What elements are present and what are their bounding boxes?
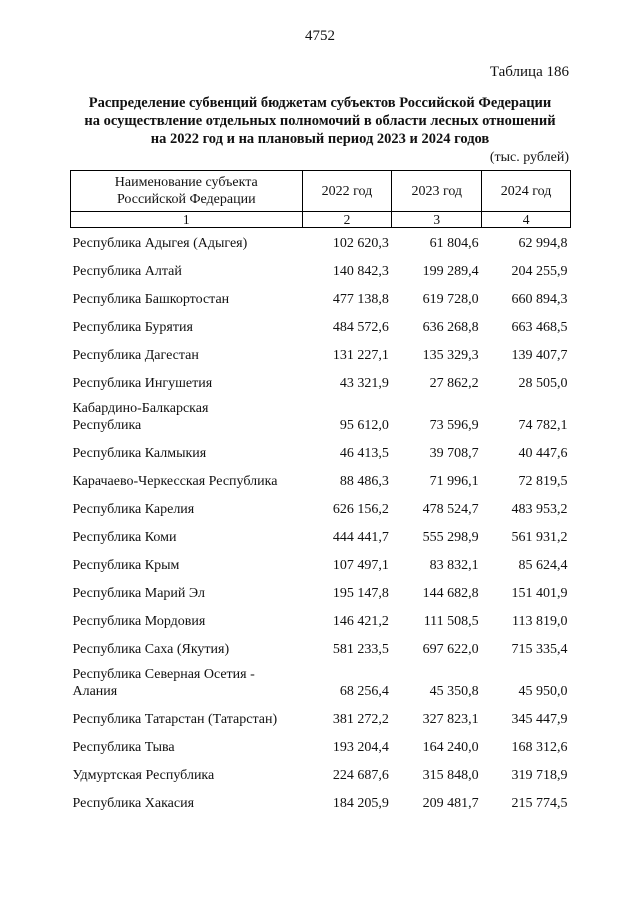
- table-row: [71, 662, 571, 704]
- value-2023: 27 862,2: [429, 376, 479, 391]
- value-cell-2023: [392, 284, 482, 312]
- value-cell-2023: [392, 760, 482, 788]
- value-2022: 381 272,2: [332, 712, 389, 727]
- value-2023: 144 682,8: [422, 586, 479, 601]
- value-cell-2022: [302, 634, 392, 662]
- value-2023: 199 289,4: [422, 264, 479, 279]
- value-2022: 68 256,4: [339, 684, 389, 699]
- table-body: [71, 228, 571, 817]
- table-row: [71, 340, 571, 368]
- region-name: Республика Алтай: [72, 264, 182, 279]
- value-cell-2024: [482, 578, 571, 606]
- region-name: Карачаево-Черкесская Республика: [72, 474, 278, 489]
- region-name-cell: [71, 466, 303, 494]
- value-2024: 28 505,0: [518, 376, 568, 391]
- value-2024: 72 819,5: [518, 474, 568, 489]
- value-cell-2024: [482, 788, 571, 816]
- value-cell-2022: [302, 578, 392, 606]
- value-2022: 43 321,9: [339, 376, 389, 391]
- value-2023: 478 524,7: [422, 502, 479, 517]
- header-region-line1: Наименование субъекта: [114, 175, 258, 190]
- region-name: Республика Марий Эл: [72, 586, 205, 601]
- value-2022: 224 687,6: [332, 768, 389, 783]
- value-cell-2024: [482, 466, 571, 494]
- value-cell-2023: [392, 634, 482, 662]
- region-name-cell: [71, 788, 303, 816]
- value-2022: 477 138,8: [332, 292, 389, 307]
- page-number: 4752: [305, 28, 335, 44]
- value-cell-2023: [392, 396, 482, 438]
- table-row: [71, 550, 571, 578]
- table-row: [71, 228, 571, 257]
- value-2022: 626 156,2: [332, 502, 389, 517]
- column-number: 2: [302, 212, 392, 228]
- title-line: Распределение субвенций бюджетам субъектов Российской Федерации: [88, 95, 552, 111]
- region-name-line2: Республика: [72, 418, 142, 433]
- value-2023: 83 832,1: [429, 558, 479, 573]
- region-name: Республика Хакасия: [72, 796, 195, 811]
- value-cell-2024: [482, 228, 571, 257]
- value-2024: 151 401,9: [511, 586, 568, 601]
- value-2022: 131 227,1: [332, 348, 389, 363]
- column-number: 1: [71, 212, 303, 228]
- value-cell-2024: [482, 704, 571, 732]
- value-2023: 39 708,7: [429, 446, 479, 461]
- value-cell-2023: [392, 438, 482, 466]
- table-label: Таблица 186: [489, 64, 569, 80]
- region-name-cell: [71, 396, 303, 438]
- region-name-cell: [71, 704, 303, 732]
- region-name-cell: [71, 760, 303, 788]
- value-cell-2022: [302, 760, 392, 788]
- table-row: [71, 606, 571, 634]
- value-2022: 95 612,0: [339, 418, 389, 433]
- value-cell-2024: [482, 438, 571, 466]
- region-name-cell: [71, 340, 303, 368]
- value-2023: 619 728,0: [422, 292, 479, 307]
- value-2024: 74 782,1: [518, 418, 568, 433]
- table-row: [71, 284, 571, 312]
- value-cell-2022: [302, 340, 392, 368]
- value-cell-2023: [392, 578, 482, 606]
- header-2024: 2024 год: [482, 171, 571, 212]
- value-2023: 61 804,6: [429, 236, 479, 251]
- region-name: Республика Бурятия: [72, 320, 193, 335]
- value-cell-2024: [482, 634, 571, 662]
- value-cell-2022: [302, 228, 392, 257]
- value-2024: 561 931,2: [511, 530, 568, 545]
- value-2024: 483 953,2: [511, 502, 568, 517]
- value-cell-2024: [482, 284, 571, 312]
- header-region-name: [71, 171, 303, 212]
- value-2022: 107 497,1: [332, 558, 389, 573]
- value-cell-2023: [392, 312, 482, 340]
- value-cell-2023: [392, 606, 482, 634]
- value-2022: 484 572,6: [332, 320, 389, 335]
- value-cell-2023: [392, 662, 482, 704]
- table-row: [71, 396, 571, 438]
- region-name: Республика Ингушетия: [72, 376, 213, 391]
- value-2022: 102 620,3: [332, 236, 389, 251]
- value-cell-2024: [482, 522, 571, 550]
- value-cell-2024: [482, 606, 571, 634]
- region-name: Республика Саха (Якутия): [72, 642, 230, 657]
- value-2022: 140 842,3: [332, 264, 389, 279]
- value-cell-2022: [302, 522, 392, 550]
- region-name: Республика Мордовия: [72, 614, 206, 629]
- value-2023: 209 481,7: [422, 796, 479, 811]
- value-cell-2024: [482, 340, 571, 368]
- title-line: на 2022 год и на плановый период 2023 и 2024 годов: [150, 131, 490, 147]
- column-number-row: [71, 212, 571, 228]
- value-2024: 62 994,8: [518, 236, 568, 251]
- value-2022: 184 205,9: [332, 796, 389, 811]
- value-cell-2023: [392, 256, 482, 284]
- region-name-cell: [71, 732, 303, 760]
- region-name-cell: [71, 494, 303, 522]
- region-name: Республика Татарстан (Татарстан): [72, 712, 278, 727]
- value-2024: 660 894,3: [511, 292, 568, 307]
- region-name-cell: [71, 284, 303, 312]
- value-cell-2023: [392, 494, 482, 522]
- value-2023: 636 268,8: [422, 320, 479, 335]
- value-cell-2022: [302, 788, 392, 816]
- table-row: [71, 578, 571, 606]
- region-name: Республика Калмыкия: [72, 446, 207, 461]
- region-name-cell: [71, 256, 303, 284]
- subvention-table: [70, 170, 571, 816]
- region-name-cell: [71, 368, 303, 396]
- region-name: Республика Башкортостан: [72, 292, 230, 307]
- value-2023: 327 823,1: [422, 712, 479, 727]
- value-cell-2024: [482, 396, 571, 438]
- value-2024: 319 718,9: [511, 768, 568, 783]
- value-2023: 45 350,8: [429, 684, 479, 699]
- value-2022: 46 413,5: [339, 446, 389, 461]
- value-2022: 88 486,3: [339, 474, 389, 489]
- value-2023: 164 240,0: [422, 740, 479, 755]
- value-2023: 315 848,0: [422, 768, 479, 783]
- region-name: Республика Тыва: [72, 740, 175, 755]
- value-2024: 663 468,5: [511, 320, 568, 335]
- value-2023: 73 596,9: [429, 418, 479, 433]
- header-2022: 2022 год: [302, 171, 392, 212]
- value-cell-2022: [302, 732, 392, 760]
- value-2024: 715 335,4: [511, 642, 568, 657]
- table-row: [71, 788, 571, 816]
- document-title: [60, 94, 580, 148]
- region-name: Республика Коми: [72, 530, 177, 545]
- value-cell-2022: [302, 704, 392, 732]
- value-2024: 139 407,7: [511, 348, 568, 363]
- value-2024: 204 255,9: [511, 264, 568, 279]
- value-cell-2023: [392, 704, 482, 732]
- region-name-cell: [71, 312, 303, 340]
- region-name-cell: [71, 606, 303, 634]
- table-row: [71, 438, 571, 466]
- value-2024: 40 447,6: [518, 446, 568, 461]
- value-cell-2022: [302, 550, 392, 578]
- region-name: Республика Адыгея (Адыгея): [72, 236, 248, 251]
- value-cell-2022: [302, 494, 392, 522]
- value-cell-2022: [302, 312, 392, 340]
- region-name-cell: [71, 662, 303, 704]
- value-cell-2024: [482, 550, 571, 578]
- table-row: [71, 634, 571, 662]
- value-cell-2022: [302, 256, 392, 284]
- value-cell-2023: [392, 368, 482, 396]
- region-name: Республика Карелия: [72, 502, 195, 517]
- value-cell-2024: [482, 494, 571, 522]
- region-name-line1: Республика Северная Осетия -: [72, 667, 255, 682]
- value-2022: 193 204,4: [332, 740, 389, 755]
- value-cell-2022: [302, 438, 392, 466]
- header-2023: 2023 год: [392, 171, 482, 212]
- region-name-cell: [71, 550, 303, 578]
- value-cell-2023: [392, 340, 482, 368]
- value-cell-2024: [482, 256, 571, 284]
- value-2023: 697 622,0: [422, 642, 479, 657]
- value-cell-2024: [482, 760, 571, 788]
- value-2024: 45 950,0: [518, 684, 568, 699]
- column-number: 3: [392, 212, 482, 228]
- region-name-cell: [71, 578, 303, 606]
- value-2023: 555 298,9: [422, 530, 479, 545]
- region-name-cell: [71, 522, 303, 550]
- table-row: [71, 494, 571, 522]
- value-2023: 111 508,5: [423, 614, 479, 629]
- value-cell-2022: [302, 396, 392, 438]
- region-name-line1: Кабардино-Балкарская: [72, 401, 209, 416]
- value-cell-2023: [392, 466, 482, 494]
- value-cell-2023: [392, 788, 482, 816]
- value-2024: 215 774,5: [511, 796, 568, 811]
- value-2024: 168 312,6: [511, 740, 568, 755]
- value-2022: 444 441,7: [332, 530, 389, 545]
- value-cell-2023: [392, 228, 482, 257]
- title-line: на осуществление отдельных полномочий в области лесных отношений: [84, 113, 556, 129]
- table-row: [71, 312, 571, 340]
- column-number: 4: [482, 212, 571, 228]
- region-name: Республика Крым: [72, 558, 180, 573]
- table-row: [71, 704, 571, 732]
- table-row: [71, 760, 571, 788]
- table-row: [71, 732, 571, 760]
- value-cell-2022: [302, 606, 392, 634]
- region-name: Республика Дагестан: [72, 348, 199, 363]
- region-name-cell: [71, 634, 303, 662]
- region-name: Удмуртская Республика: [72, 768, 215, 783]
- value-2022: 581 233,5: [332, 642, 389, 657]
- value-2022: 146 421,2: [332, 614, 389, 629]
- value-cell-2022: [302, 368, 392, 396]
- value-cell-2024: [482, 368, 571, 396]
- region-name-line2: Алания: [72, 684, 118, 699]
- value-cell-2024: [482, 312, 571, 340]
- header-row: [71, 171, 571, 212]
- value-cell-2023: [392, 522, 482, 550]
- units-label: (тыс. рублей): [489, 150, 569, 165]
- table-row: [71, 368, 571, 396]
- value-2023: 71 996,1: [429, 474, 479, 489]
- table-row: [71, 256, 571, 284]
- table-row: [71, 522, 571, 550]
- value-2024: 113 819,0: [512, 614, 568, 629]
- value-cell-2022: [302, 662, 392, 704]
- value-2023: 135 329,3: [422, 348, 479, 363]
- header-region-line2: Российской Федерации: [116, 192, 256, 207]
- value-cell-2022: [302, 284, 392, 312]
- value-cell-2024: [482, 732, 571, 760]
- value-cell-2024: [482, 662, 571, 704]
- region-name-cell: [71, 228, 303, 257]
- value-2022: 195 147,8: [332, 586, 389, 601]
- region-name-cell: [71, 438, 303, 466]
- value-cell-2023: [392, 732, 482, 760]
- value-cell-2022: [302, 466, 392, 494]
- table-row: [71, 466, 571, 494]
- value-2024: 345 447,9: [511, 712, 568, 727]
- value-2024: 85 624,4: [518, 558, 568, 573]
- value-cell-2023: [392, 550, 482, 578]
